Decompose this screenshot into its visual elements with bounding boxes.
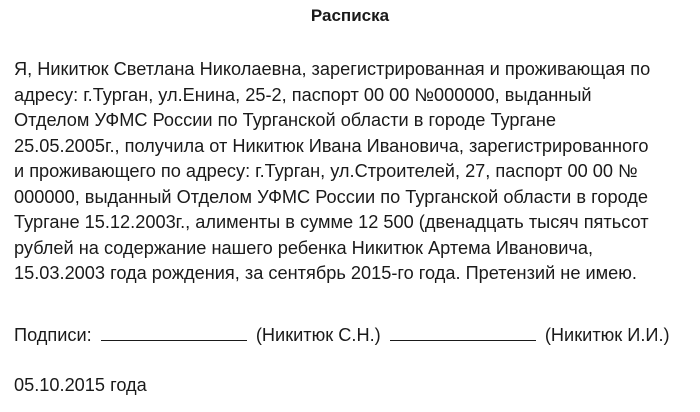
body-line: и проживающего по адресу: г.Турган, ул.Строителей, 27, паспорт 00 00 №	[14, 161, 638, 181]
signature-line-2	[390, 322, 536, 341]
body-line: 15.03.2003 года рождения, за сентябрь 2015-го года. Претензий не имею.	[14, 263, 637, 283]
body-line: адресу: г.Турган, ул.Енина, 25-2, паспорт 00 00 №000000, выданный	[14, 84, 592, 105]
signature-line-1	[101, 322, 247, 341]
body-line: Отделом УФМС России по Турганской области в городе Тургане	[14, 110, 557, 130]
document-title: Расписка	[310, 6, 390, 25]
body-line: 25.05.2005г., получила от Никитюк Ивана Ивановича, зарегистрированного	[14, 135, 649, 156]
body-line: Я, Никитюк Светлана Николаевна, зарегистрированная и проживающая по	[14, 59, 651, 79]
signer-2-name: (Никитюк И.И.)	[544, 325, 670, 345]
document-date: 05.10.2015 года	[14, 375, 147, 395]
signatures-row	[14, 322, 670, 348]
body-line: Тургане 15.12.2003г., алименты в сумме 12 500 (двенадцать тысяч пятьсот	[14, 212, 649, 232]
body-line: рублей на содержание нашего ребенка Никитюк Артема Ивановича,	[14, 237, 594, 258]
signer-1-name: (Никитюк С.Н.)	[255, 325, 381, 345]
body-line: 000000, выданный Отделом УФМС России по Турганской области в городе	[14, 186, 649, 207]
signatures-label: Подписи:	[14, 325, 92, 345]
receipt-body	[14, 57, 698, 287]
